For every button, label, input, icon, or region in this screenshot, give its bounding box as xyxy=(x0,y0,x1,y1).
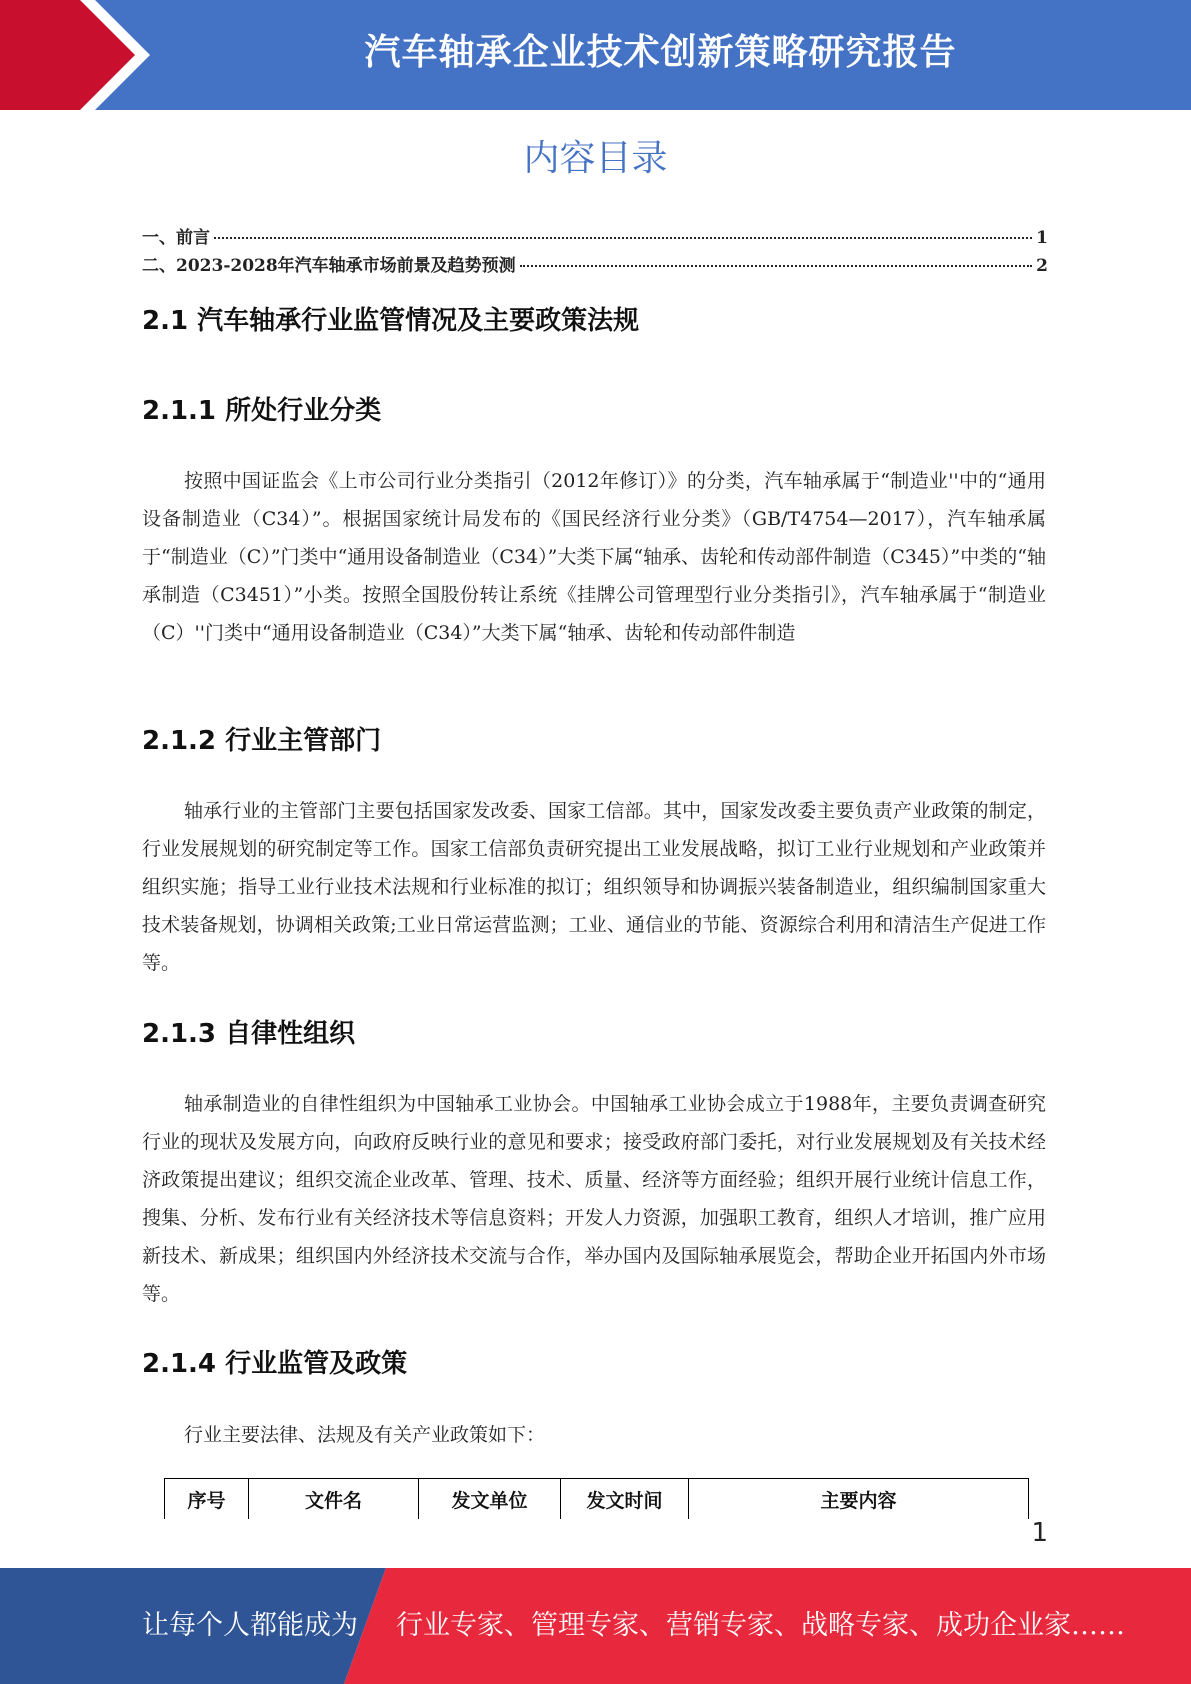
page-header xyxy=(0,0,1191,110)
page-number: 1 xyxy=(1031,1518,1048,1548)
toc-leader-dots xyxy=(214,237,1032,239)
paragraph-industry-classification: 按照中国证监会《上市公司行业分类指引（2012年修订）》的分类，汽车轴承属于“制造业''中的“通用设备制造业（C34）”。根据国家统计局发布的《国民经济行业分类》（GB/T4754—2017），汽车轴承属于“制造业（C）”门类中“通用设备制造业（C34）”大类下属“轴承、齿轮和传动部件制造（C345）”中类的“轴承制造（C3451）”小类。按照全国股份转让系统《挂牌公司管理型行业分类指引》，汽车轴承属于“制造业（C）''门类中“通用设备制造业（C34）”大类下属“轴承、齿轮和传动部件制造 xyxy=(142,470,1046,644)
column-header-index: 序号 xyxy=(165,1479,249,1520)
table-header-row xyxy=(165,1479,1029,1520)
toc-entry-page: 1 xyxy=(1036,228,1048,248)
page-footer xyxy=(0,1568,1191,1684)
footer-slogan-right: 行业专家、管理专家、营销专家、战略专家、成功企业家…… xyxy=(396,1610,1125,1641)
paragraph-policy-intro: 行业主要法律、法规及有关产业政策如下： xyxy=(184,1424,546,1446)
column-header-content: 主要内容 xyxy=(689,1479,1029,1520)
toc-entry-preface[interactable] xyxy=(142,223,1048,251)
footer-slogan-left: 让每个人都能成为 xyxy=(142,1610,358,1641)
toc-entry-page: 2 xyxy=(1036,256,1048,276)
section-heading-2-1: 2.1 汽车轴承行业监管情况及主要政策法规 xyxy=(142,306,640,336)
toc-entry-label: 二、2023-2028年汽车轴承市场前景及趋势预测 xyxy=(142,256,516,276)
column-header-date: 发文时间 xyxy=(561,1479,689,1520)
section-heading-2-1-1: 2.1.1 所处行业分类 xyxy=(142,396,382,426)
toc-leader-dots xyxy=(520,265,1032,267)
table-of-contents xyxy=(142,223,1048,279)
paragraph-self-regulatory-org: 轴承制造业的自律性组织为中国轴承工业协会。中国轴承工业协会成立于1988年，主要负责调查研究行业的现状及发展方向，向政府反映行业的意见和要求；接受政府部门委托，对行业发展规划及有关技术经济政策提出建议；组织交流企业改革、管理、技术、质量、经济等方面经验；组织开展行业统计信息工作，搜集、分析、发布行业有关经济技术等信息资料；开发人力资源，加强职工教育，组织人才培训，推广应用新技术、新成果；组织国内外经济技术交流与合作，举办国内及国际轴承展览会，帮助企业开拓国内外市场等。 xyxy=(142,1093,1046,1305)
toc-entry-label: 一、前言 xyxy=(142,228,210,248)
section-heading-2-1-4: 2.1.4 行业监管及政策 xyxy=(142,1349,408,1379)
toc-title: 内容目录 xyxy=(523,138,668,179)
report-title: 汽车轴承企业技术创新策略研究报告 xyxy=(364,32,957,73)
section-heading-2-1-2: 2.1.2 行业主管部门 xyxy=(142,726,382,756)
column-header-filename: 文件名 xyxy=(249,1479,419,1520)
policy-table xyxy=(164,1478,1029,1519)
toc-entry-market-forecast[interactable] xyxy=(142,251,1048,279)
section-heading-2-1-3: 2.1.3 自律性组织 xyxy=(142,1019,356,1049)
paragraph-regulatory-authority: 轴承行业的主管部门主要包括国家发改委、国家工信部。其中，国家发改委主要负责产业政策的制定，行业发展规划的研究制定等工作。国家工信部负责研究提出工业发展战略，拟订工业行业规划和产业政策并组织实施；指导工业行业技术法规和行业标准的拟订；组织领导和协调振兴装备制造业，组织编制国家重大技术装备规划，协调相关政策;工业日常运营监测；工业、通信业的节能、资源综合利用和清洁生产促进工作等。 xyxy=(142,800,1046,974)
column-header-issuer: 发文单位 xyxy=(419,1479,561,1520)
